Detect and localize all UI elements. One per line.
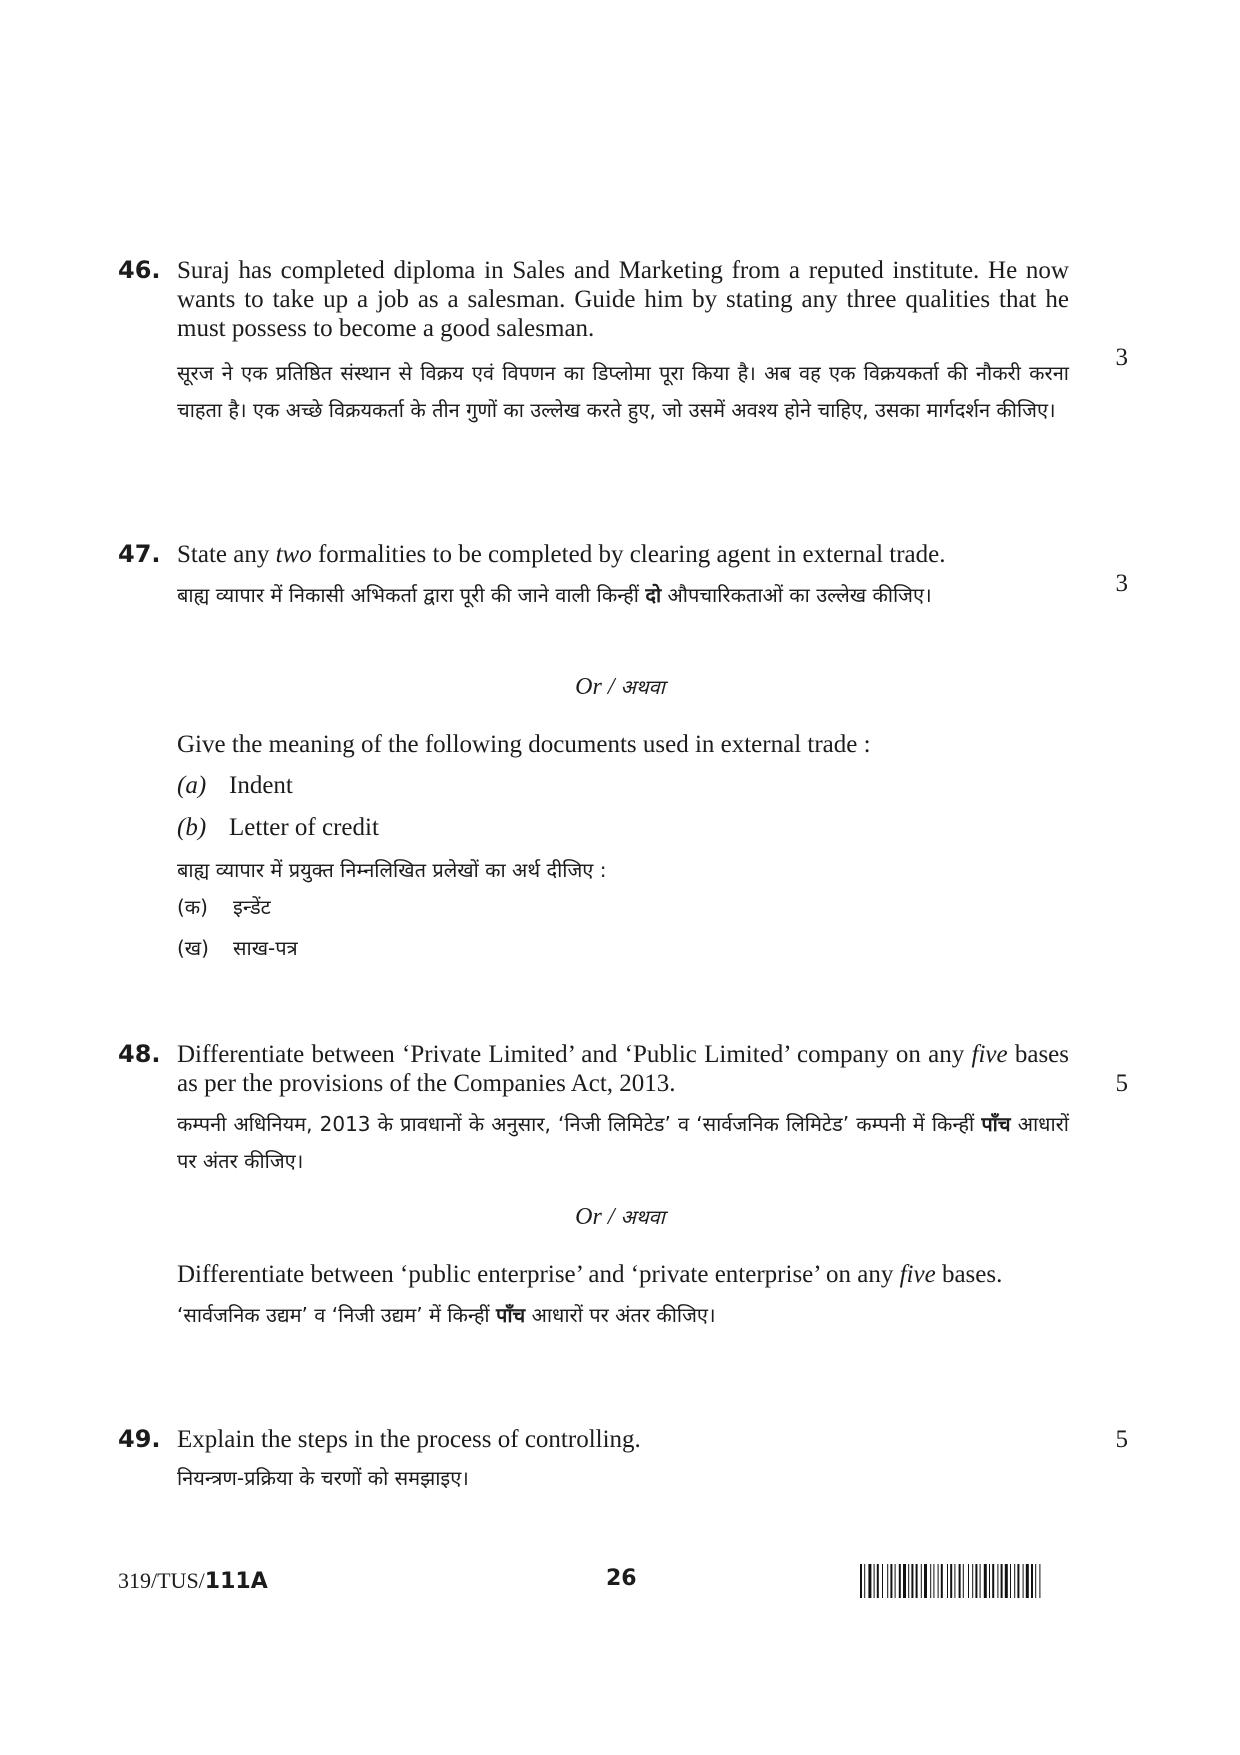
paper-code: 319/TUS/111A — [118, 1568, 268, 1594]
question-text-english: Suraj has completed diploma in Sales and Marketing from a reputed institute. He now wants to take up a job as a salesman. Guide him by stating any three qualities that he must possess to become a good salesman. — [177, 257, 1069, 342]
list-item: (a) Indent — [177, 772, 293, 799]
page-number: 26 — [606, 1566, 637, 1591]
question-marks: 5 — [1115, 1070, 1128, 1097]
question-49 — [118, 1425, 1128, 1515]
question-47-alternative — [118, 730, 1128, 990]
list-item: (क) इन्डेंट — [177, 895, 271, 919]
alternative-text-english: Differentiate between ‘public enterprise’ and ‘private enterprise’ on any five bases. — [177, 1261, 1003, 1288]
or-divider: Or / अथवा — [575, 674, 665, 700]
question-text-hindi: बाह्य व्यापार में निकासी अभिकर्ता द्वारा पूरी की जाने वाली किन्हीं दो औपचारिकताओं का उल्लेख कीजिए। — [177, 583, 932, 607]
list-item: (ख) साख-पत्र — [177, 936, 298, 960]
question-text-hindi: नियन्त्रण-प्रक्रिया के चरणों को समझाइए। — [177, 1466, 469, 1490]
or-divider: Or / अथवा — [575, 1204, 665, 1230]
question-number: 49. — [118, 1425, 161, 1453]
alternative-text-hindi: बाह्य व्यापार में प्रयुक्त निम्नलिखित प्रलेखों का अर्थ दीजिए : — [177, 858, 607, 882]
question-text-hindi: कम्पनी अधिनियम, 2013 के प्रावधानों के अनुसार, ‘निजी लिमिटेड’ व ‘सार्वजनिक लिमिटेड’ कम्पनी में किन्हीं पाँच आधारों पर अंतर कीजिए। — [177, 1112, 1069, 1173]
question-text-hindi: सूरज ने एक प्रतिष्ठित संस्थान से विक्रय एवं विपणन का डिप्लोमा पूरा किया है। अब वह एक विक्रयकर्ता की नौकरी करना चाहता है। एक अच्छे विक्रयकर्ता के तीन गुणों का उल्लेख करते हुए, जो उसमें अवश्य होने चाहिए, उसका मार्गदर्शन कीजिए। — [177, 361, 1069, 422]
question-48-alternative — [118, 1260, 1128, 1390]
question-marks: 3 — [1115, 344, 1128, 371]
question-46 — [118, 256, 1128, 516]
question-text-english: State any two formalities to be completed by clearing agent in external trade. — [177, 541, 946, 568]
question-marks: 5 — [1115, 1426, 1128, 1453]
question-marks: 3 — [1115, 570, 1128, 597]
question-number: 46. — [118, 256, 161, 284]
question-number: 47. — [118, 540, 161, 568]
alternative-text-hindi: ‘सार्वजनिक उद्यम’ व ‘निजी उद्यम’ में किन्हीं पाँच आधारों पर अंतर कीजिए। — [177, 1303, 716, 1327]
question-text-english: Differentiate between ‘Private Limited’ and ‘Public Limited’ company on any five bases as per the provisions of the Companies Act, 2013. — [177, 1041, 1070, 1097]
question-48 — [118, 1040, 1128, 1190]
page-footer — [118, 1564, 1128, 1604]
barcode-icon — [860, 1564, 1128, 1598]
list-item: (b) Letter of credit — [177, 814, 379, 841]
question-number: 48. — [118, 1040, 161, 1068]
alternative-text-english: Give the meaning of the following documents used in external trade : — [177, 731, 871, 758]
question-text-english: Explain the steps in the process of controlling. — [177, 1426, 641, 1453]
